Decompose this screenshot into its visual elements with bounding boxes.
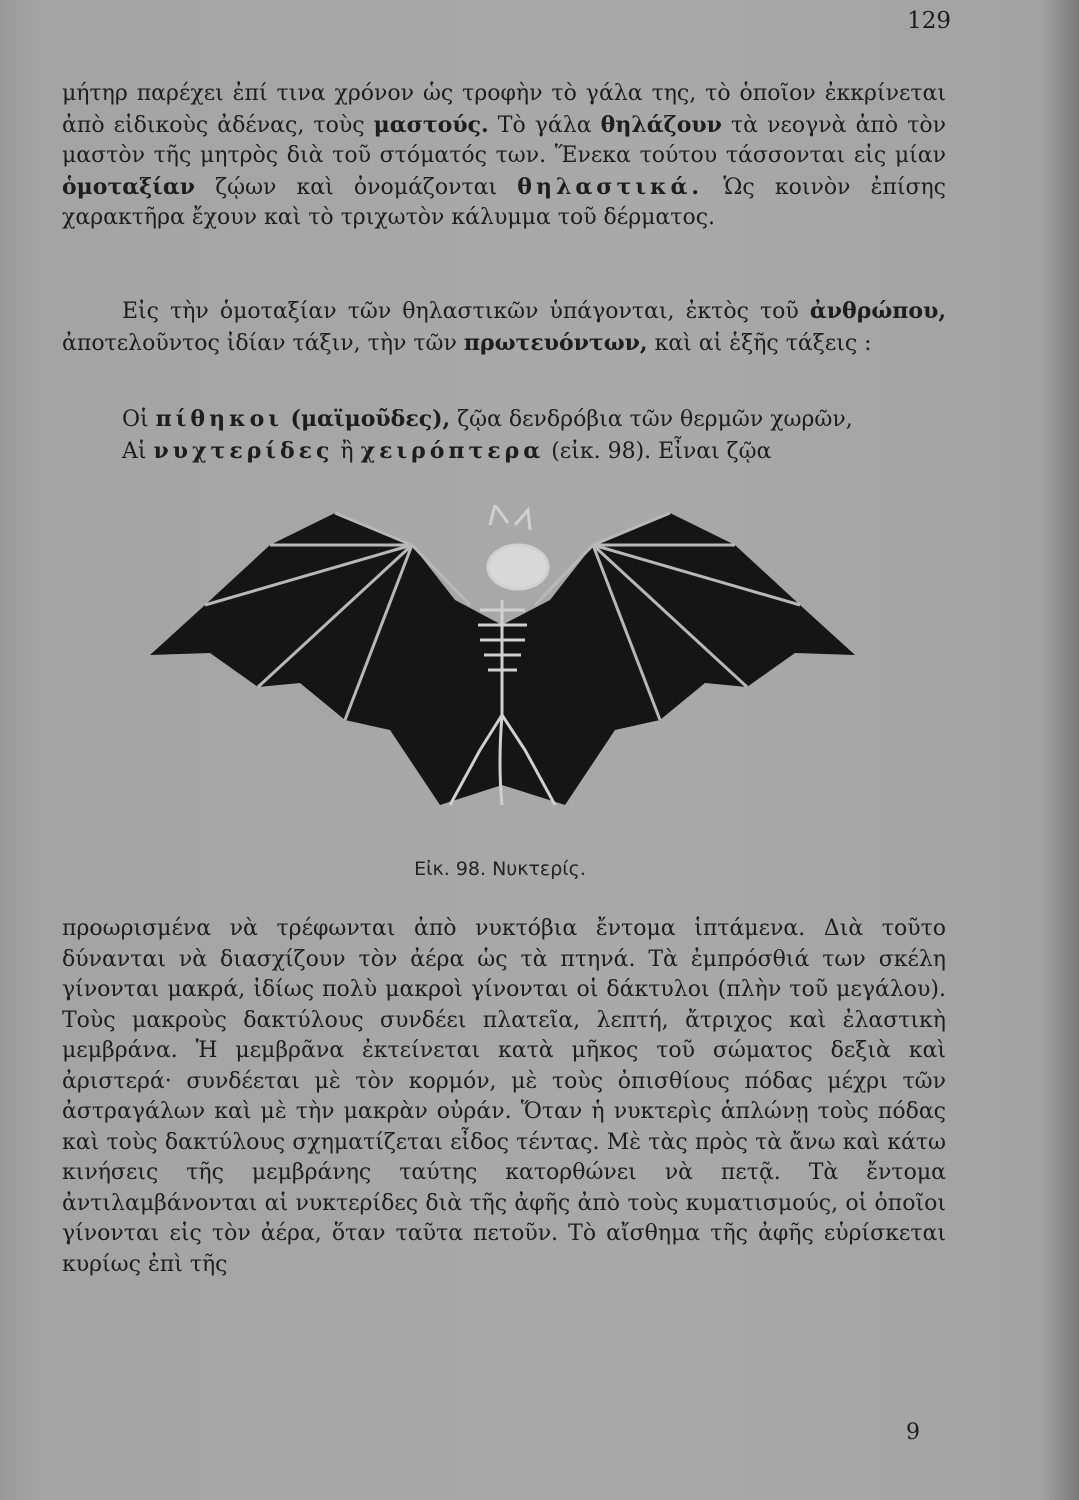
text-run: ζῴων καὶ ὀνομάζονται	[195, 174, 518, 200]
text-run: Οἱ	[122, 407, 156, 432]
term-cheiroptera: χειρόπτερα	[360, 438, 545, 464]
term-omotaxian: ὁμοταξίαν	[62, 173, 196, 200]
term-mastous: μαστούς.	[373, 111, 489, 138]
signature-number: 9	[906, 1420, 920, 1445]
term-proteuonton: πρωτευόντων,	[463, 329, 648, 356]
text-run: Εἰς τὴν ὁμοταξίαν τῶν θηλαστικῶν ὑπάγονται, ἐκτὸς τοῦ	[122, 299, 810, 324]
text-run: (εἰκ. 98). Εἶναι ζῷα	[544, 439, 772, 464]
list-item-nykterides	[62, 436, 946, 468]
page-number: 129	[907, 8, 951, 34]
paragraph-orders	[62, 296, 946, 359]
text-run: ζῷα δενδρόβια τῶν θερμῶν χωρῶν,	[450, 407, 853, 432]
bat-skeleton-illustration	[150, 505, 855, 845]
text-run: καὶ αἱ ἑξῆς τάξεις :	[647, 330, 872, 356]
page-binding-shadow	[1040, 0, 1079, 1500]
term-thilazoun: θηλάζουν	[600, 111, 722, 138]
paragraph-bat-description: προωρισμένα νὰ τρέφωνται ἀπὸ νυκτόβια ἔντομα ἱπτάμενα. Διὰ τοῦτο δύνανται νὰ διασχίζουν τὸν ἀέρα ὡς τὰ πτηνά. Τὰ ἐμπρόσθιά των σκέλη γίνονται μακρά, ἰδίως πολὺ μακροὶ γίνονται οἱ δάκτυλοι (πλὴν τοῦ μεγάλου). Τοὺς μακροὺς δακτύλους συνδέει πλατεῖα, λεπτή, ἄτριχος καὶ ἐλαστικὴ μεμβράνα. Ἡ μεμβρᾶνα ἐκτείνεται κατὰ μῆκος τοῦ σώματος δεξιὰ καὶ ἀριστερά· συνδέεται μὲ τὸν κορμόν, μὲ τοὺς ὀπισθίους πόδας μέχρι τῶν ἀστραγάλων καὶ μὲ τὴν μακρὰν οὐράν. Ὅταν ἡ νυκτερὶς ἁπλώνῃ τοὺς πόδας καὶ τοὺς δακτύλους σχηματίζεται εἶδος τέντας. Μὲ τὰς πρὸς τὰ ἄνω καὶ κάτω κινήσεις τῆς μεμβράνης ταύτης κατορθώνει νὰ πετᾷ. Τὰ ἔντομα ἀντιλαμβάνονται αἱ νυκτερίδες διὰ τῆς ἀφῆς ἀπὸ τοὺς κυματισμούς, οἱ ὁποῖοι γίνονται εἰς τὸν ἀέρα, ὅταν ταῦτα πετοῦν. Τὸ αἴσθημα τῆς ἀφῆς εὑρίσκεται κυρίως ἐπὶ τῆς	[62, 916, 946, 1277]
text-run: Τὸ γάλα	[488, 112, 601, 138]
text-run: Αἱ	[122, 439, 154, 464]
paragraph-mammals-intro	[62, 79, 946, 234]
term-nykterides: νυχτερίδες	[153, 438, 334, 464]
list-item-pithikoi	[62, 404, 946, 436]
text-run: μήτηρ παρέχει ἐπί τινα χρόνον ὡς τροφὴν τὸ γάλα της, τὸ ὁποῖον ἐκκρίνεται ἀπὸ εἰδικοὺς ἀδένας, τοὺς	[62, 81, 946, 138]
term-thilastika: θηλαστικά.	[517, 173, 704, 200]
term-maimoudes: (μαϊμοῦδες),	[282, 406, 451, 432]
text-run: τὰ νεογνὰ ἀπὸ τὸν μαστὸν τῆς μητρὸς διὰ τοῦ στόματός των. Ἕνεκα τούτου τάσσονται εἰς μίαν	[62, 112, 947, 168]
text-run: Ὡς κοινὸν ἐπίσης χαρακτῆρα ἔχουν καὶ τὸ τριχωτὸν κάλυμμα τοῦ δέρματος.	[62, 174, 946, 230]
term-anthropou: ἀνθρώπου,	[809, 298, 946, 324]
text-run: ἢ	[333, 439, 361, 464]
term-pithikoi: πίθηκοι	[155, 406, 283, 432]
figure-caption: Εἰκ. 98. Νυκτερίς.	[414, 858, 586, 880]
text-run: ἀποτελοῦντος ἰδίαν τάξιν, τὴν τῶν	[62, 330, 464, 356]
